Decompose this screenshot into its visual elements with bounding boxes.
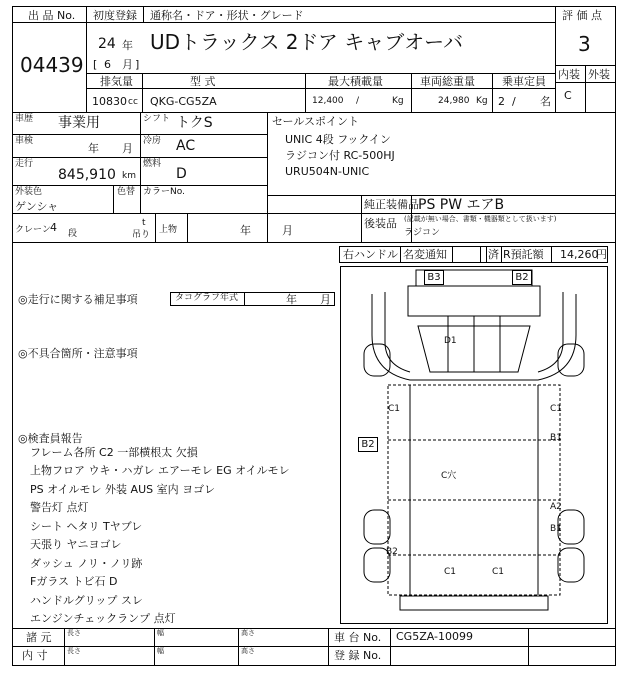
gross-label: 車両総重量 [420, 75, 475, 88]
year-unit: 年 [122, 39, 133, 52]
tachograph-label: タコグラフ年式 [175, 293, 239, 303]
sales-point-label: セールスポイント [272, 115, 360, 128]
upper-month: 月 [282, 224, 293, 237]
first-reg-month: 6 [104, 58, 111, 71]
lot-label: 出 品 No. [28, 9, 76, 22]
displacement-unit: cc [128, 97, 138, 107]
vehicle-name: UDトラックス 2ドア キャブオーバ [150, 30, 464, 54]
tachograph-year: 年 [286, 293, 297, 306]
capacity-unit: Kg [392, 96, 404, 106]
displacement-label: 排気量 [100, 75, 133, 88]
inner-height-label: 高さ [241, 647, 255, 655]
damage-mark: B3 [424, 270, 444, 285]
month-unit: 月 [122, 58, 133, 71]
exterior-label: 外装 [588, 68, 610, 81]
damage-mark: A2 [550, 502, 562, 512]
shift-value: トクS [176, 115, 213, 131]
damage-mark: C穴 [441, 471, 457, 481]
color-no-label: カラーNo. [143, 187, 185, 197]
ac-label: 冷房 [143, 136, 162, 146]
retrofit-note: (記載が無い場合、書類・機器類として扱います) [404, 215, 557, 223]
upper-label: 上物 [159, 225, 178, 235]
lot-number: 04439 [20, 53, 84, 77]
fuel-label: 燃料 [143, 159, 162, 169]
inner-length-label: 長さ [67, 647, 81, 655]
crane-stage-unit: 段 [68, 229, 78, 239]
inspection-month: 月 [122, 142, 133, 155]
damage-mark: C1 [550, 404, 563, 414]
grade-value: 3 [578, 32, 591, 56]
capacity-slash: / [356, 96, 360, 106]
crane-hang: 吊り [132, 230, 151, 240]
inspector-line: ダッシュ ノリ・ノリ跡 [30, 557, 143, 570]
inspection-label: 車検 [15, 136, 34, 146]
inspector-line: PS オイルモレ 外装 AUS 室内 ヨゴレ [30, 483, 216, 496]
exterior-color-value: ゲンシャ [15, 200, 59, 213]
sales-point-line: ラジコン付 RC-500HJ [285, 149, 395, 162]
recycle-deposit-label: R預託額 [503, 248, 544, 261]
tachograph-month: 月 [320, 293, 331, 306]
inner-label: 内 寸 [22, 649, 48, 662]
damage-mark: C1 [444, 567, 457, 577]
seats-label: 乗車定員 [502, 75, 546, 88]
retrofit-value: ラジコン [404, 228, 441, 238]
inspector-line: 天張り ヤニヨゴレ [30, 538, 122, 551]
sales-point-line: UNIC 4段 フックイン [285, 133, 391, 146]
damage-mark: B1 [550, 524, 562, 534]
crane-label: クレーン [15, 225, 51, 235]
model-label: 型 式 [190, 75, 216, 88]
inspection-year: 年 [88, 142, 99, 155]
crane-stages: 4 [50, 221, 57, 234]
steering-side: 右ハンドル [343, 248, 398, 261]
inspector-line: エンジンチェックランプ 点灯 [30, 612, 176, 625]
inspector-line: 警告灯 点灯 [30, 501, 89, 514]
upper-year: 年 [240, 224, 251, 237]
damage-mark: C1 [492, 567, 505, 577]
height-label: 高さ [241, 629, 255, 637]
defects-label: ◎不具合箇所・注意事項 [18, 347, 138, 360]
recycle-unit: 円 [596, 248, 607, 261]
grade-label: 評 価 点 [562, 9, 602, 22]
mileage-unit: km [122, 171, 136, 181]
name-change-label: 名変通知 [403, 248, 447, 261]
damage-mark: B2 [358, 437, 378, 452]
recycle-done-label: 済 [488, 248, 499, 261]
capacity-label: 最大積載量 [328, 75, 383, 88]
month-bracket-open: [ [93, 58, 98, 71]
retrofit-label: 後装品 [364, 217, 397, 230]
damage-mark: B1 [550, 433, 562, 443]
first-reg-year: 24 [98, 36, 116, 52]
seats-slash: / [512, 95, 516, 108]
length-label: 長さ [67, 629, 81, 637]
crane-ton-unit: t [142, 218, 146, 228]
displacement-value: 10830 [92, 95, 127, 108]
gross-value: 24,980 [438, 96, 470, 106]
inspector-line: シート ヘタリ Tヤブレ [30, 520, 143, 533]
specs-label: 諸 元 [26, 631, 52, 644]
damage-mark: D1 [444, 336, 457, 346]
width-label: 幅 [157, 629, 164, 637]
exterior-color-label: 外装色 [15, 187, 43, 197]
ac-value: AC [176, 138, 196, 154]
interior-label: 内装 [558, 68, 580, 81]
inspector-report-label: ◎検査員報告 [18, 432, 83, 445]
recycle-amount: 14,260 [560, 248, 599, 261]
damage-mark: B2 [512, 270, 532, 285]
inspector-line: 上物フロア ウキ・ハガレ エアーモレ EG オイルモレ [30, 464, 290, 477]
gross-unit: Kg [476, 96, 488, 106]
mileage-value: 845,910 [58, 167, 116, 183]
inspector-line: Fガラス トビ石 D [30, 575, 118, 588]
history-value: 事業用 [58, 115, 100, 131]
inspector-line: ハンドルグリップ スレ [30, 594, 143, 607]
vehicle-name-label: 通称名・ドア・形状・グレード [150, 9, 304, 22]
month-bracket-close: ] [135, 58, 140, 71]
chassis-label: 車 台 No. [334, 631, 382, 644]
running-notes-label: ◎走行に関する補足事項 [18, 293, 138, 306]
history-label: 車歴 [15, 114, 34, 124]
sales-point-line: URU504N-UNIC [285, 165, 370, 178]
damage-mark: B2 [386, 547, 398, 557]
first-reg-label: 初度登録 [93, 9, 137, 22]
equipment-label: 純正装備品 [364, 198, 419, 211]
color-change-label: 色替 [117, 187, 136, 197]
model-value: QKG-CG5ZA [150, 95, 217, 108]
seats-unit: 名 [540, 95, 551, 108]
interior-grade: C [564, 89, 572, 102]
seats-value: 2 [498, 95, 505, 108]
damage-mark: C1 [388, 404, 401, 414]
chassis-number: CG5ZA-10099 [396, 630, 473, 643]
mileage-label: 走行 [15, 159, 34, 169]
capacity-value: 12,400 [312, 96, 344, 106]
inner-width-label: 幅 [157, 647, 164, 655]
fuel-value: D [176, 166, 187, 182]
shift-label: シフト [143, 114, 171, 124]
inspector-line: フレーム各所 C2 一部横根太 欠損 [30, 446, 198, 459]
registration-label: 登 録 No. [334, 649, 382, 662]
equipment-value: PS PW エアB [418, 197, 505, 213]
